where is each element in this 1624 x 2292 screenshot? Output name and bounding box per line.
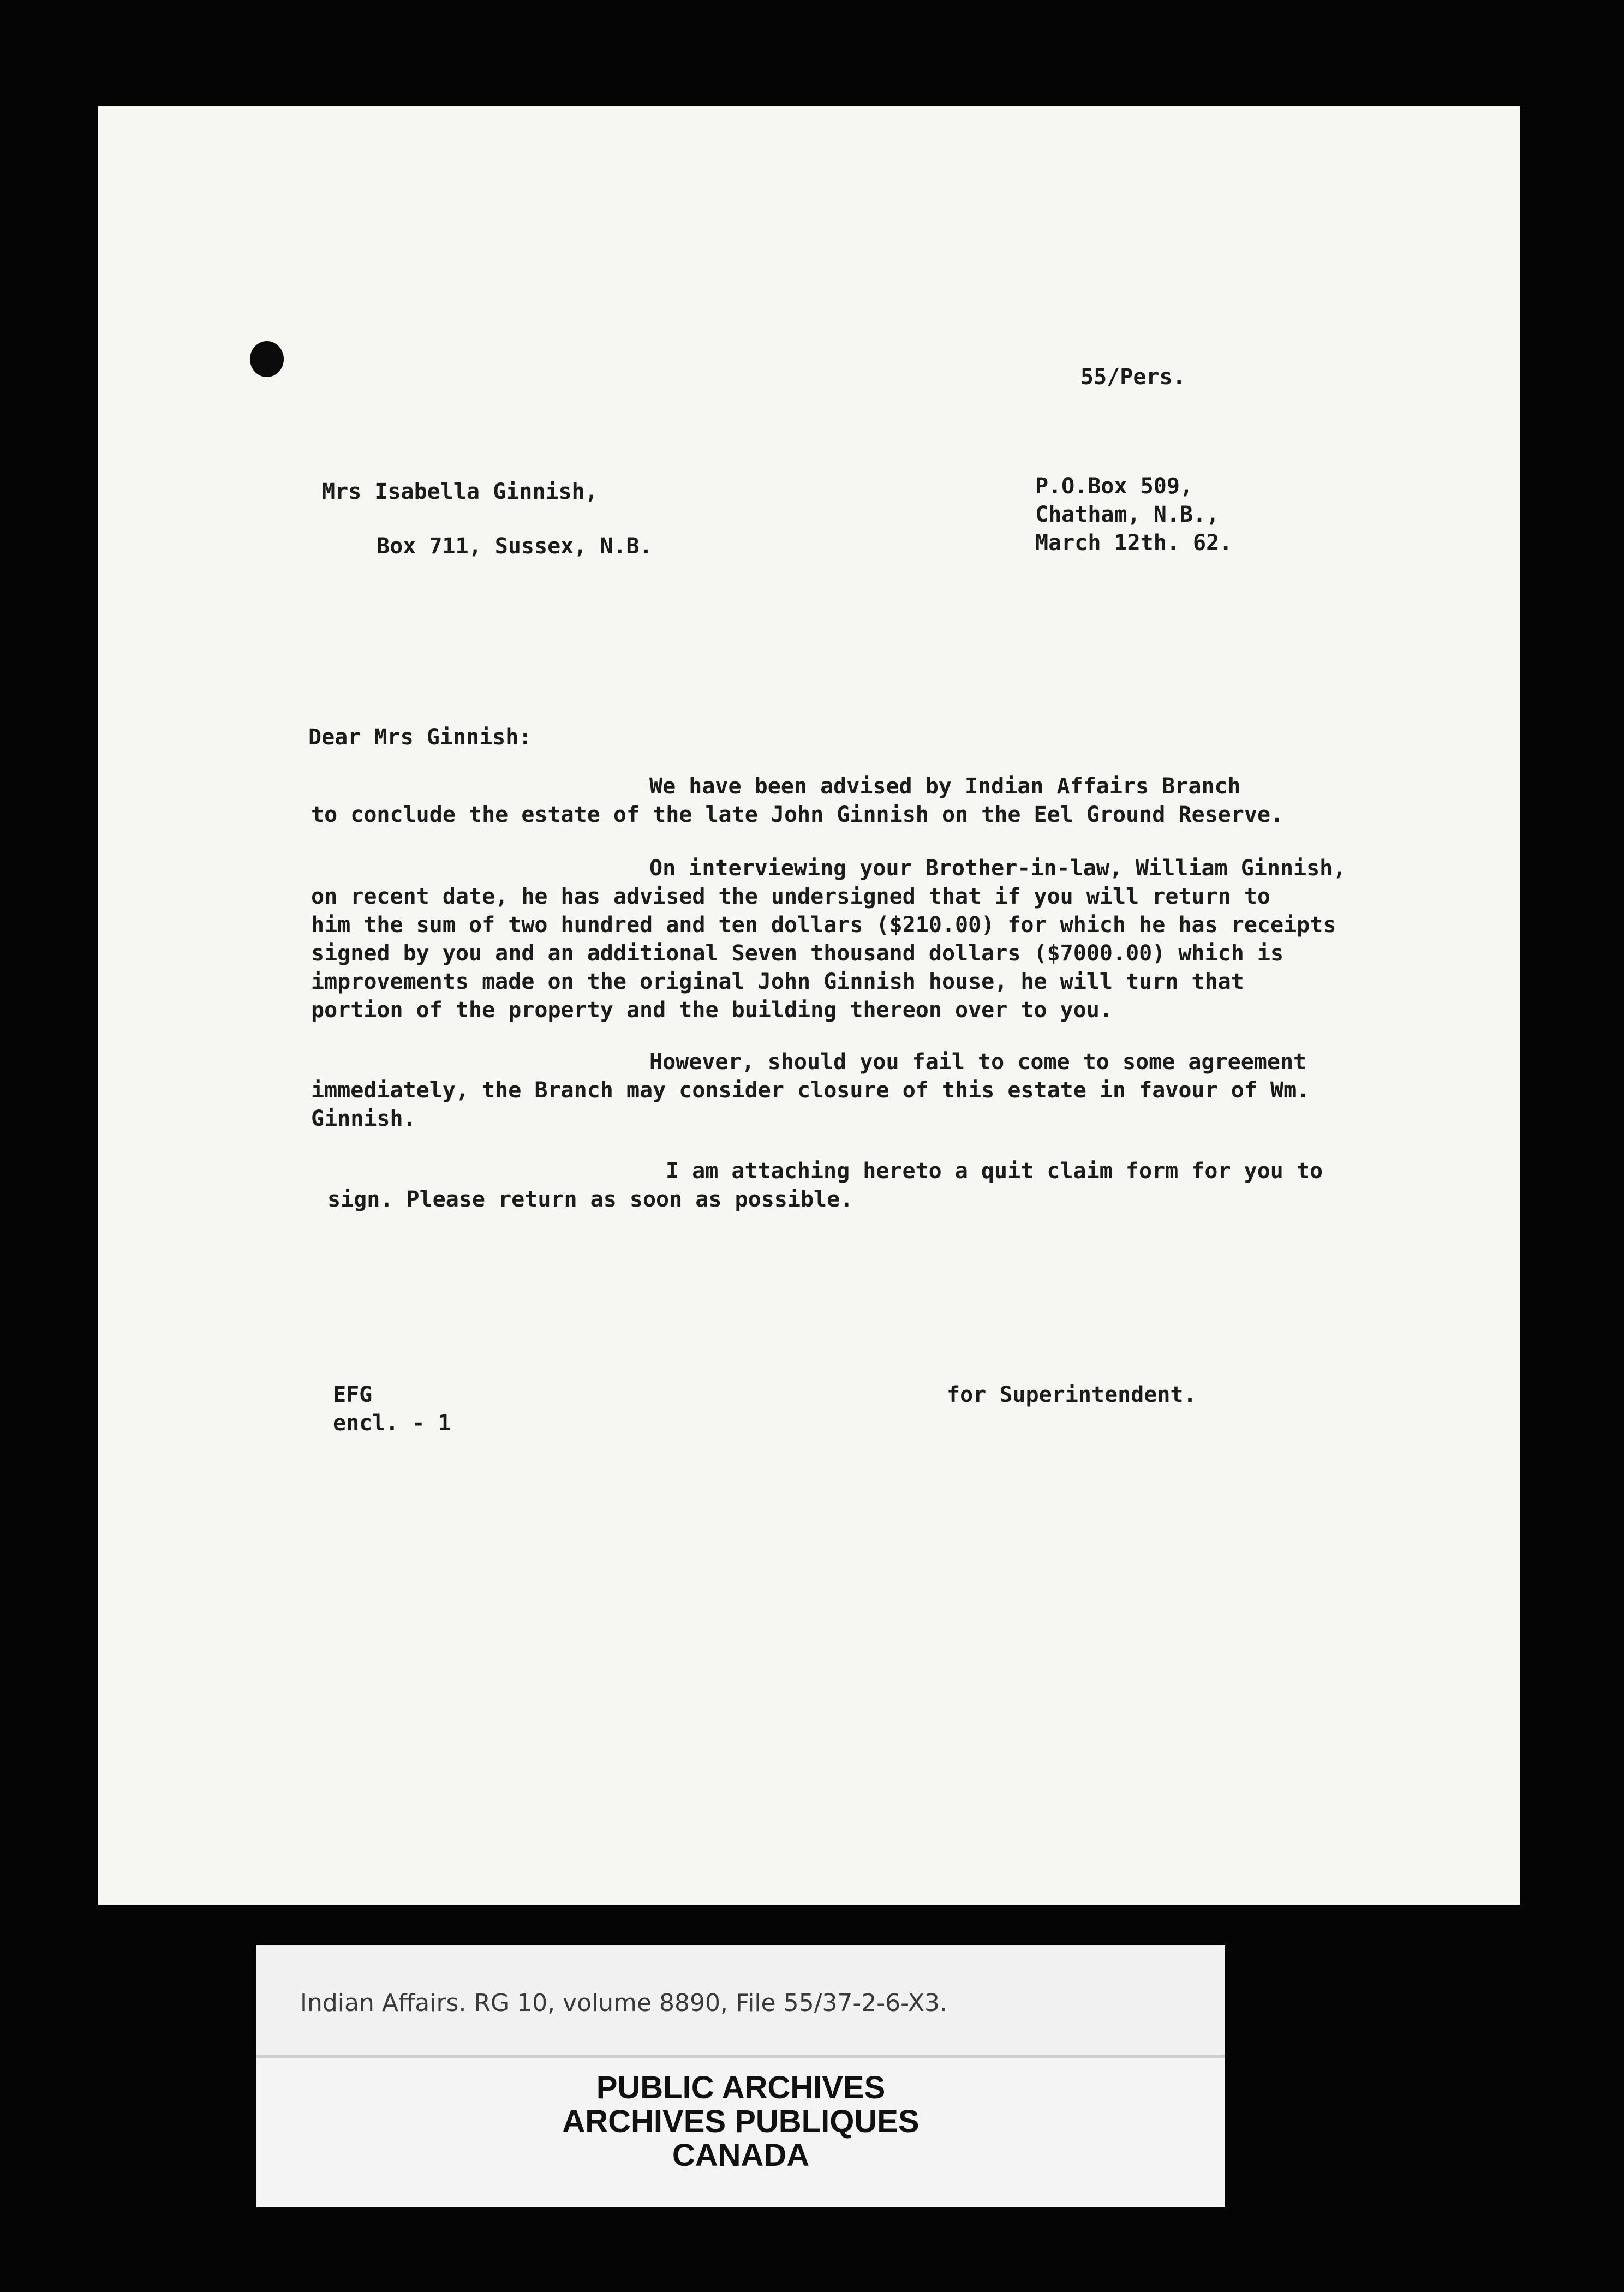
enclosure-note: encl. - 1 bbox=[333, 1411, 451, 1436]
paragraph-line: him the sum of two hundred and ten dollars ($210.00) for which he has receipts bbox=[311, 912, 1336, 938]
letter-page bbox=[98, 106, 1520, 1905]
punch-hole bbox=[250, 341, 284, 377]
paragraph-line: Ginnish. bbox=[311, 1106, 416, 1131]
paragraph-line: sign. Please return as soon as possible. bbox=[327, 1187, 853, 1212]
paragraph-4 bbox=[327, 1157, 1323, 1214]
archive-reference: Indian Affairs. RG 10, volume 8890, File 55/37-2-6-X3. bbox=[300, 1989, 947, 2017]
salutation: Dear Mrs Ginnish: bbox=[308, 725, 532, 750]
paragraph-line: portion of the property and the building thereon over to you. bbox=[311, 998, 1113, 1023]
paragraph-line: signed by you and an additional Seven thousand dollars ($7000.00) which is bbox=[311, 941, 1284, 966]
paragraph-2 bbox=[311, 854, 1346, 1024]
archive-seal-line: PUBLIC ARCHIVES bbox=[596, 2070, 886, 2105]
paragraph-3 bbox=[311, 1048, 1310, 1133]
recipient-name: Mrs Isabella Ginnish, bbox=[322, 479, 598, 504]
sender-box: P.O.Box 509, bbox=[1035, 474, 1193, 499]
archive-seal bbox=[256, 2071, 1225, 2172]
typist-block bbox=[333, 1381, 451, 1437]
paragraph-line: On interviewing your Brother-in-law, William Ginnish, bbox=[649, 856, 1346, 881]
paragraph-line: to conclude the estate of the late John Ginnish on the Eel Ground Reserve. bbox=[311, 802, 1284, 827]
recipient-address: Box 711, Sussex, N.B. bbox=[377, 534, 653, 559]
signoff: for Superintendent. bbox=[947, 1382, 1197, 1407]
archive-label bbox=[256, 1945, 1225, 2207]
paragraph-line: However, should you fail to come to some agreement bbox=[649, 1049, 1307, 1075]
typist-initials: EFG bbox=[333, 1382, 373, 1407]
paragraph-line: on recent date, he has advised the undersigned that if you will return to bbox=[311, 884, 1270, 909]
paragraph-line: We have been advised by Indian Affairs Branch bbox=[649, 774, 1241, 799]
paragraph-line: I am attaching hereto a quit claim form for you to bbox=[666, 1159, 1323, 1184]
letter-date: March 12th. 62. bbox=[1035, 530, 1233, 556]
paragraph-line: improvements made on the original John Ginnish house, he will turn that bbox=[311, 969, 1244, 994]
file-reference: 55/Pers. bbox=[1080, 365, 1186, 390]
archive-seal-line: ARCHIVES PUBLIQUES bbox=[562, 2104, 920, 2139]
sender-city: Chatham, N.B., bbox=[1035, 502, 1220, 527]
paragraph-line: immediately, the Branch may consider closure of this estate in favour of Wm. bbox=[311, 1078, 1310, 1103]
archive-seal-line: CANADA bbox=[672, 2138, 810, 2173]
archive-reference-strip bbox=[256, 1945, 1225, 2058]
sender-address-block bbox=[1035, 472, 1232, 557]
paragraph-1 bbox=[311, 772, 1283, 829]
